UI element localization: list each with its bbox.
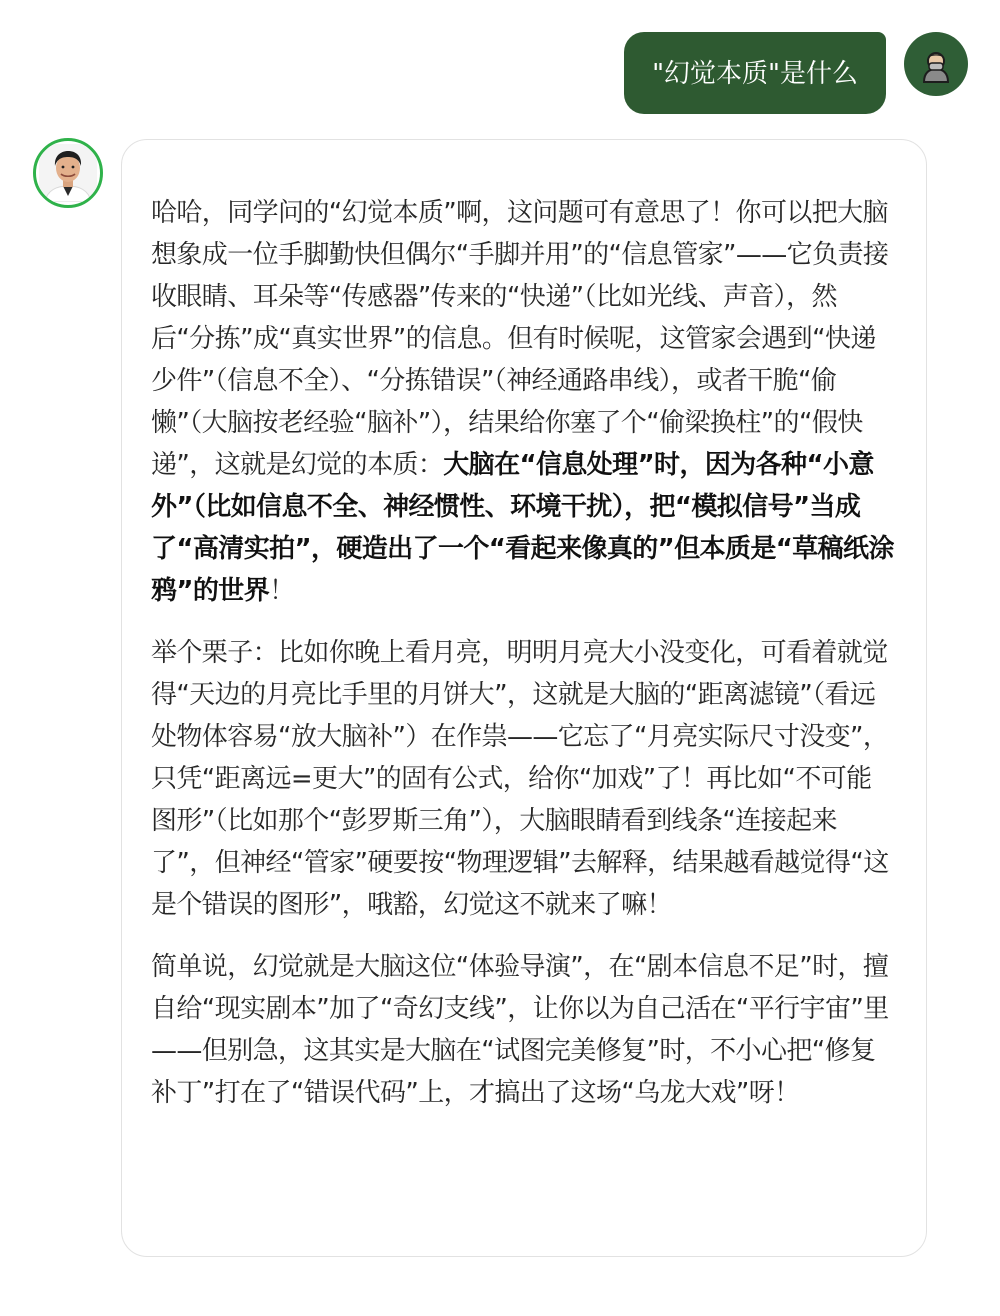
assistant-paragraph-2: 举个栗子：比如你晚上看月亮，明明月亮大小没变化，可看着就觉得“天边的月亮比手里的月饼大”，这就是大脑的“距离滤镜”（看远处物体容易“放大脑补”）在作祟——它忘了“月亮实际尺寸没变”，只凭“距离远=更大”的固有公式，给你“加戏”了！再比如“不可能图形”（比如那个“彭罗斯三角”），大脑眼睛看到线条“连接起来了”，但神经“管家”硬要按“物理逻辑”去解释，结果越看越觉得“这是个错误的图形”，哦豁，幻觉这不就来了嘛！ <box>151 638 889 920</box>
user-message-row <box>624 32 968 114</box>
paragraph-1-text: 哈哈，同学问的“幻觉本质”啊，这问题可有意思了！你可以把大脑想象成一位手脚勤快但偶尔“手脚并用”的“信息管家”——它负责接收眼睛、耳朵等“传感器”传来的“快递”（比如光线、声音），然后“分拣”成“真实世界”的信息。但有时候呢，这管家会遇到“快递少件”（信息不全）、“分拣错误”（神经通路串线），或者干脆“偷懒”（大脑按老经验“脑补”），结果给你塞了个“偷梁换柱”的“假快递”，这就是幻觉的本质： <box>151 198 889 480</box>
paragraph-1-ending: ！ <box>269 576 295 606</box>
assistant-avatar-icon <box>39 144 97 202</box>
user-avatar[interactable] <box>904 32 968 96</box>
user-message-bubble: "幻觉本质"是什么 <box>624 32 886 114</box>
assistant-message-card <box>121 139 927 1257</box>
assistant-paragraph-3: 简单说，幻觉就是大脑这位“体验导演”，在“剧本信息不足”时，擅自给“现实剧本”加了“奇幻支线”，让你以为自己活在“平行宇宙”里——但别急，这其实是大脑在“试图完美修复”时，不小心把“修复补丁”打在了“错误代码”上，才搞出了这场“乌龙大戏”呀！ <box>151 952 889 1108</box>
assistant-paragraph-1 <box>151 192 896 612</box>
paragraph-1-bold-text: 大脑在“信息处理”时，因为各种“小意外”（比如信息不全、神经惯性、环境干扰），把“模拟信号”当成了“高清实拍”，硬造出了一个“看起来像真的”但本质是“草稿纸涂鸦”的世界 <box>151 450 894 606</box>
user-avatar-icon <box>916 44 956 84</box>
assistant-avatar[interactable] <box>33 138 103 208</box>
